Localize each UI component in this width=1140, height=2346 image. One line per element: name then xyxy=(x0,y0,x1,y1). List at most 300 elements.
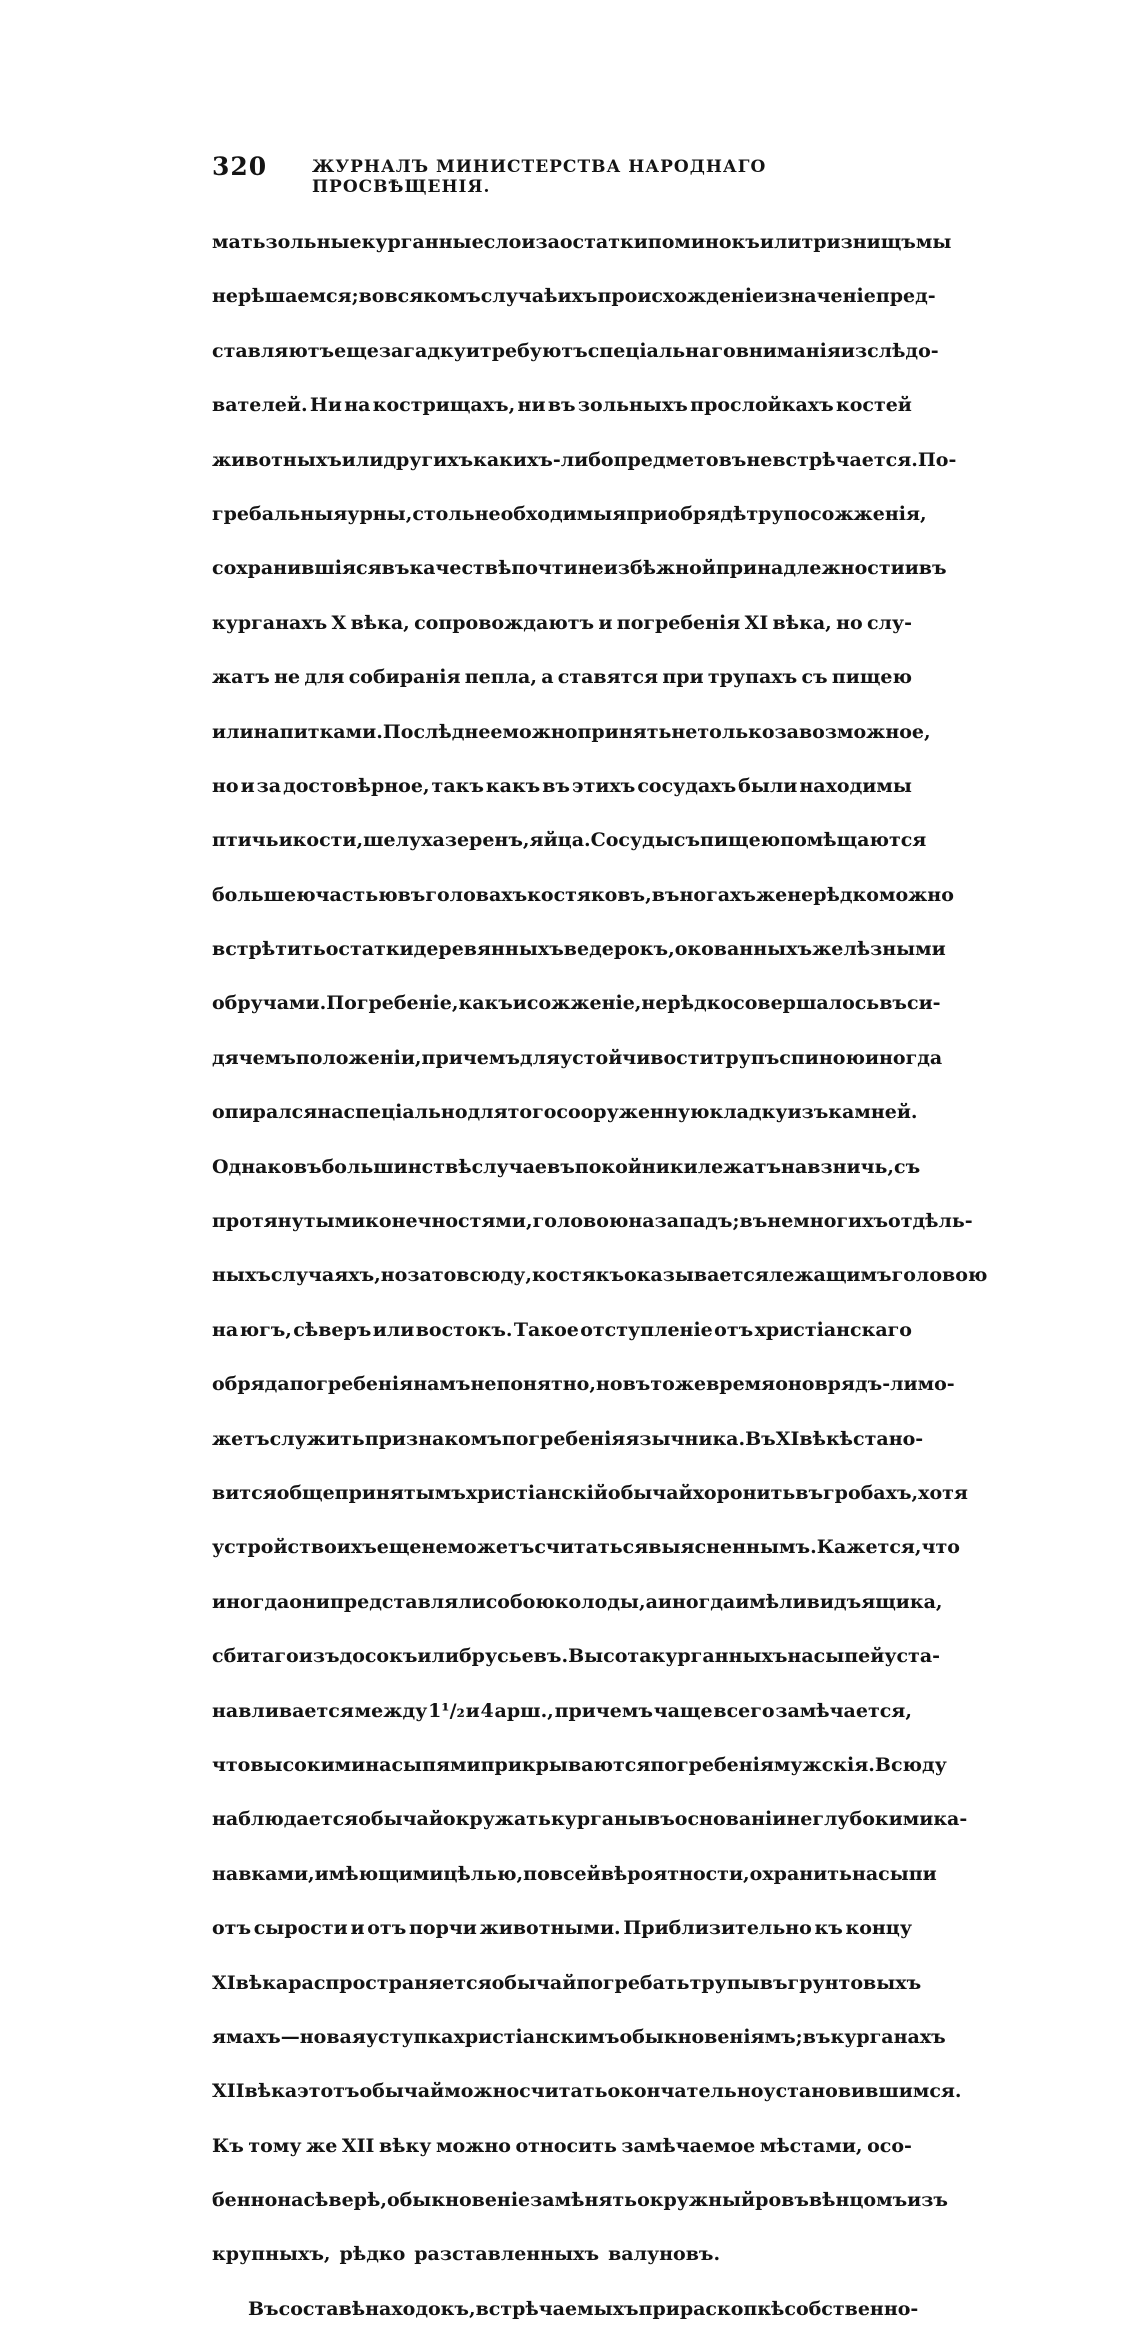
text-line xyxy=(212,932,946,967)
word: мы xyxy=(915,231,952,253)
word: погребенія xyxy=(289,1373,414,1396)
word: кости, xyxy=(292,829,364,852)
word: еще xyxy=(376,1536,422,1559)
word: и xyxy=(512,992,527,1015)
word: лежатъ xyxy=(697,1155,782,1178)
word: мужскія. xyxy=(773,1753,875,1776)
word: Такое xyxy=(513,1318,579,1341)
word: отдѣль- xyxy=(888,1210,973,1233)
word: помѣщаются xyxy=(780,829,927,852)
word: видъ xyxy=(806,1590,862,1613)
word: раскопкѣ xyxy=(679,2297,785,2320)
word: между xyxy=(354,1699,428,1722)
word: Сосуды xyxy=(590,829,674,852)
word: цѣлью, xyxy=(443,1862,524,1885)
word: обрядѣ xyxy=(667,502,747,525)
word: не xyxy=(671,720,698,743)
word: сожженіе, xyxy=(526,992,642,1015)
word: большинствѣ xyxy=(321,1155,472,1178)
text-line xyxy=(212,606,912,641)
word: они xyxy=(289,1590,330,1613)
word: только xyxy=(697,720,775,743)
word: въ xyxy=(879,992,907,1015)
text-line xyxy=(212,1204,973,1239)
word: происхожденіе xyxy=(597,285,765,308)
word: югъ, xyxy=(239,1318,292,1341)
word: собиранія xyxy=(348,666,461,689)
word: XI xyxy=(212,1971,236,1994)
word: Ни xyxy=(309,394,342,417)
word: прикрываются xyxy=(480,1753,651,1776)
word: въ xyxy=(547,394,576,417)
word: что xyxy=(921,1536,960,1559)
word: изъ xyxy=(787,1101,829,1124)
word: вѣроятности, xyxy=(600,1862,750,1885)
text-line xyxy=(212,1639,941,1674)
word: вѣка, xyxy=(350,611,410,634)
word: конечностями, xyxy=(365,1210,533,1233)
word: обычай xyxy=(607,1481,693,1504)
word: спиною xyxy=(779,1046,865,1069)
word: сохранившіяся xyxy=(212,557,382,580)
word: за xyxy=(774,720,799,743)
text-line xyxy=(212,443,957,478)
word: окружный xyxy=(637,2189,756,2212)
word: въ xyxy=(759,1971,788,1994)
word: этотъ xyxy=(297,2080,360,2103)
word: вѣка, xyxy=(772,611,832,634)
text-line xyxy=(212,715,931,750)
word: распространяется xyxy=(288,1971,492,1994)
word: курганныхъ xyxy=(651,1645,788,1668)
word: вѣкѣ xyxy=(799,1427,854,1450)
text-line xyxy=(212,1422,924,1457)
word: собою xyxy=(485,1590,555,1613)
word: сѣверъ xyxy=(293,1318,372,1341)
word: въ xyxy=(397,883,426,906)
word: спеціально xyxy=(343,1101,468,1124)
word: составѣ xyxy=(278,2297,366,2320)
word: вниманія xyxy=(735,339,841,362)
word: рѣдко xyxy=(339,2243,406,2266)
word: почти xyxy=(511,557,578,580)
word: вится xyxy=(212,1481,277,1504)
text-line xyxy=(212,279,936,314)
word: западъ; xyxy=(654,1210,740,1233)
word: ставятся xyxy=(557,666,659,689)
word: вѣка xyxy=(244,2080,298,2103)
word: головою xyxy=(891,1264,988,1287)
word: вателей. xyxy=(212,394,308,417)
word: Кажется, xyxy=(816,1536,922,1559)
word: досокъ xyxy=(339,1645,418,1668)
word: встрѣчается. xyxy=(772,448,918,471)
word: XI xyxy=(744,611,769,634)
word: валуновъ. xyxy=(608,2243,721,2266)
word: случаевъ xyxy=(471,1155,575,1178)
word: погребенія xyxy=(501,1427,626,1450)
word: животными. xyxy=(479,1917,621,1940)
word: напитками. xyxy=(253,720,383,743)
word: яйца. xyxy=(529,829,591,852)
word: остатки xyxy=(559,231,648,253)
word: время xyxy=(706,1373,776,1396)
word: зеренъ, xyxy=(444,829,530,852)
text-line xyxy=(212,986,941,1021)
word: иногда xyxy=(212,1590,290,1613)
word: причемъ xyxy=(421,1046,520,1069)
word: въ xyxy=(802,2025,831,2048)
word: этихъ xyxy=(572,774,636,797)
word: въ xyxy=(381,557,410,580)
word: отъ xyxy=(367,1917,407,1940)
word: значеніе xyxy=(778,285,876,308)
word: такъ xyxy=(431,774,484,797)
word: иногда xyxy=(657,1590,736,1613)
text-line xyxy=(212,878,954,913)
text-line xyxy=(212,1095,918,1130)
word: ныхъ xyxy=(212,1264,271,1287)
word: загадку xyxy=(378,339,466,362)
word: случаяхъ, xyxy=(270,1264,381,1287)
word: обыкновеніямъ; xyxy=(619,2025,803,2048)
word: порчи xyxy=(408,1917,477,1940)
word: частью xyxy=(315,883,398,906)
word: Послѣднее xyxy=(382,720,503,743)
word: арш., xyxy=(494,1699,554,1722)
word: встрѣтить xyxy=(212,938,326,961)
body-text xyxy=(212,206,988,2346)
word: пищею xyxy=(700,829,781,852)
word: курганы xyxy=(550,1808,648,1831)
word: опирался xyxy=(212,1101,318,1124)
word: пепла, xyxy=(464,666,537,689)
word: вѣнцомъ xyxy=(808,2189,908,2212)
text-line xyxy=(212,1857,937,1892)
word: находокъ, xyxy=(365,2297,476,2320)
word: животныхъ xyxy=(212,448,342,471)
page-header xyxy=(212,152,912,197)
word: сбитаго xyxy=(212,1645,299,1668)
word: изъ xyxy=(298,1645,340,1668)
text-line xyxy=(212,1476,968,1511)
word: ка- xyxy=(933,1808,968,1831)
word: какъ xyxy=(458,992,513,1015)
word: можно xyxy=(502,720,578,743)
word: жатъ xyxy=(212,666,270,689)
word: съ xyxy=(673,829,701,852)
word: трупахъ xyxy=(707,666,798,689)
word: при xyxy=(626,502,668,525)
word: для xyxy=(519,1046,561,1069)
word: собственно- xyxy=(784,2297,919,2320)
word: замѣчаемое xyxy=(621,2134,756,2157)
word: зольные xyxy=(265,231,362,253)
word: наблюдается xyxy=(212,1808,359,1831)
word: крупныхъ, xyxy=(212,2243,331,2266)
text-line xyxy=(212,551,947,586)
word: сопровождаютъ xyxy=(414,611,595,634)
word: уступка xyxy=(365,2025,454,2048)
text-line xyxy=(212,1802,968,1837)
word: отъ xyxy=(212,1917,252,1940)
text-line xyxy=(212,823,927,858)
word: на xyxy=(212,1318,239,1341)
word: трупы xyxy=(689,1971,760,1994)
word: Однако xyxy=(212,1155,294,1178)
word: немногихъ xyxy=(767,1210,889,1233)
text-line xyxy=(212,1258,988,1293)
word: и xyxy=(904,557,919,580)
word: 1¹/₂ xyxy=(428,1699,465,1722)
word: установившимся. xyxy=(763,2080,962,2103)
word: язычника. xyxy=(625,1427,746,1450)
word: христіанскаго xyxy=(754,1318,912,1341)
word: за xyxy=(535,231,560,253)
word: камней. xyxy=(828,1101,918,1124)
word: сырости xyxy=(253,1917,348,1940)
word: возможное, xyxy=(798,720,931,743)
text-line xyxy=(212,1313,912,1348)
word: того xyxy=(507,1101,557,1124)
text-line xyxy=(212,225,952,260)
word: XII xyxy=(341,2134,375,2157)
word: нерѣдко xyxy=(641,992,734,1015)
word: оно xyxy=(775,1373,815,1396)
word: имѣли xyxy=(735,1590,807,1613)
text-line xyxy=(212,2237,912,2272)
word: навками, xyxy=(212,1862,315,1885)
word: по xyxy=(523,1862,550,1885)
word: пред- xyxy=(875,285,936,308)
word: обряда xyxy=(212,1373,290,1396)
word: ямахъ—новая xyxy=(212,2025,366,2048)
word: кладку xyxy=(709,1101,788,1124)
word: намъ xyxy=(413,1373,471,1396)
word: при xyxy=(662,666,704,689)
word: урны, xyxy=(347,502,413,525)
word: въ xyxy=(622,1373,651,1396)
word: ни xyxy=(517,394,546,417)
word: общепринятымъ xyxy=(276,1481,466,1504)
word: обыкновеніе xyxy=(386,2189,531,2212)
word: въ xyxy=(651,883,680,906)
text-line xyxy=(212,388,912,423)
word: или xyxy=(417,1645,459,1668)
text-line xyxy=(212,769,912,804)
text-line xyxy=(212,2074,962,2109)
word: къ xyxy=(814,1917,843,1940)
word: находимы xyxy=(799,774,912,797)
word: отступленіе xyxy=(580,1318,713,1341)
word: спеціальнаго xyxy=(587,339,736,362)
word: для xyxy=(467,1101,508,1124)
word: насыпей xyxy=(787,1645,885,1668)
word: гробахъ, xyxy=(823,1481,919,1504)
text-line xyxy=(212,1694,912,1729)
word: причемъ xyxy=(554,1699,653,1722)
word: какъ xyxy=(485,774,541,797)
word: сосудахъ xyxy=(637,774,737,797)
word: Въ xyxy=(248,2297,279,2320)
word: трупъ xyxy=(713,1046,780,1069)
word: а xyxy=(541,666,554,689)
word: обычай xyxy=(358,1808,443,1831)
word: бенно xyxy=(212,2189,278,2212)
word: еще xyxy=(334,339,379,362)
text-line xyxy=(212,1748,947,1783)
word: XI xyxy=(775,1427,800,1450)
word: положеніи, xyxy=(295,1046,422,1069)
word: навливается xyxy=(212,1699,354,1722)
text-line xyxy=(212,2020,946,2055)
word: въ xyxy=(739,1210,768,1233)
word: слу- xyxy=(866,611,912,634)
word: изслѣдо- xyxy=(840,339,939,362)
word: не xyxy=(212,285,238,308)
word: изъ xyxy=(907,2189,948,2212)
word: обычай xyxy=(359,2080,445,2103)
word: мать xyxy=(212,231,266,253)
word: въ xyxy=(795,1481,824,1504)
word: необходимыя xyxy=(474,502,627,525)
word: тому xyxy=(248,2134,302,2157)
word: или xyxy=(212,720,254,743)
word: Высота xyxy=(568,1645,652,1668)
word: но xyxy=(595,1373,623,1396)
word: представляли xyxy=(329,1590,486,1613)
word: или xyxy=(341,448,384,471)
word: ровъ xyxy=(755,2189,809,2212)
word: костяковъ, xyxy=(527,883,652,906)
word: мѣстами, xyxy=(759,2134,863,2157)
word: шелуха xyxy=(363,829,445,852)
word: врядъ-ли xyxy=(814,1373,918,1396)
word: X xyxy=(331,611,347,634)
word: другихъ xyxy=(383,448,474,471)
word: птичьи xyxy=(212,829,293,852)
word: мо- xyxy=(917,1373,955,1396)
word: нерѣдко xyxy=(787,883,879,906)
word: колоды, xyxy=(554,1590,646,1613)
word: устройство xyxy=(212,1536,337,1559)
word: XII xyxy=(212,2080,245,2103)
word: всякомъ xyxy=(384,285,481,308)
word: курганахъ xyxy=(830,2025,946,2048)
text-line xyxy=(212,2183,948,2218)
word: замѣнять xyxy=(530,2189,638,2212)
word: окружать xyxy=(442,1808,551,1831)
word: считать xyxy=(519,2080,608,2103)
word: на xyxy=(277,2189,304,2212)
word: стано- xyxy=(853,1427,924,1450)
word: принять xyxy=(577,720,672,743)
word: всей xyxy=(549,1862,601,1885)
word: выясненнымъ. xyxy=(648,1536,817,1559)
word: но xyxy=(212,774,239,797)
word: и xyxy=(465,339,480,362)
word: погребать xyxy=(576,1971,690,1994)
word: сѣверѣ, xyxy=(303,2189,387,2212)
word: востокъ. xyxy=(415,1318,513,1341)
word: служить xyxy=(269,1427,365,1450)
word: столь xyxy=(412,502,475,525)
word: а xyxy=(645,1590,658,1613)
word: съ xyxy=(801,666,828,689)
word: неглубокими xyxy=(786,1808,934,1831)
word: не xyxy=(274,666,301,689)
page-number: 320 xyxy=(212,152,268,181)
word: ящика, xyxy=(861,1590,943,1613)
word: не xyxy=(421,1536,448,1559)
word: тризнищъ xyxy=(801,231,916,253)
word: хотя xyxy=(918,1481,968,1504)
word: поминокъ xyxy=(647,231,760,253)
text-line xyxy=(212,2129,912,2164)
text-line xyxy=(212,660,912,695)
word: въ xyxy=(293,1155,322,1178)
word: курганные xyxy=(361,231,484,253)
word: и xyxy=(465,1699,480,1722)
text-line xyxy=(212,1911,912,1946)
word: брусьевъ. xyxy=(459,1645,569,1668)
word: грунтовыхъ xyxy=(787,1971,922,1994)
word: можно xyxy=(878,883,954,906)
text-line xyxy=(212,1367,955,1402)
word: качествѣ xyxy=(409,557,512,580)
word: принадлежности xyxy=(715,557,905,580)
word: зато xyxy=(407,1264,457,1287)
word: на xyxy=(628,1210,655,1233)
word: лежащимъ xyxy=(768,1264,892,1287)
word: Погребеніе, xyxy=(326,992,459,1015)
word: осо- xyxy=(867,2134,912,2157)
word: си- xyxy=(907,992,941,1015)
word: за xyxy=(256,774,282,797)
word: обручами. xyxy=(212,992,327,1015)
text-line xyxy=(212,334,939,369)
running-title: ЖУРНАЛЪ МИНИСТЕРСТВА НАРОДНАГО ПРОСВѢЩЕНІЯ. xyxy=(312,157,767,197)
word: костякъ xyxy=(531,1264,625,1287)
word: трупосожженія, xyxy=(746,502,927,525)
word: въ xyxy=(647,1808,675,1831)
word: вѣка xyxy=(235,1971,289,1994)
word: христіанскимъ xyxy=(453,2025,620,2048)
word: достовѣрное, xyxy=(283,774,430,797)
word: признакомъ xyxy=(364,1427,502,1450)
text-line xyxy=(212,1150,921,1185)
word: съ xyxy=(894,1155,921,1178)
word: 4 xyxy=(480,1699,494,1722)
word: на xyxy=(344,394,371,417)
word: концу xyxy=(845,1917,912,1940)
word: относить xyxy=(515,2134,617,2157)
word: обычай xyxy=(491,1971,577,1994)
word: Въ xyxy=(745,1427,776,1450)
word: Всюду xyxy=(874,1753,947,1776)
word: деревянныхъ xyxy=(413,938,564,961)
word: считаться xyxy=(534,1536,649,1559)
word: гребальныя xyxy=(212,502,348,525)
word: предметовъ xyxy=(613,448,747,471)
word: непонятно, xyxy=(470,1373,596,1396)
word: можно xyxy=(435,2134,511,2157)
word: охранить xyxy=(749,1862,852,1885)
word: какихъ-либо xyxy=(473,448,614,471)
word: погребенія xyxy=(650,1753,774,1776)
word: во xyxy=(358,285,385,308)
word: Приблизительно xyxy=(623,1917,812,1940)
